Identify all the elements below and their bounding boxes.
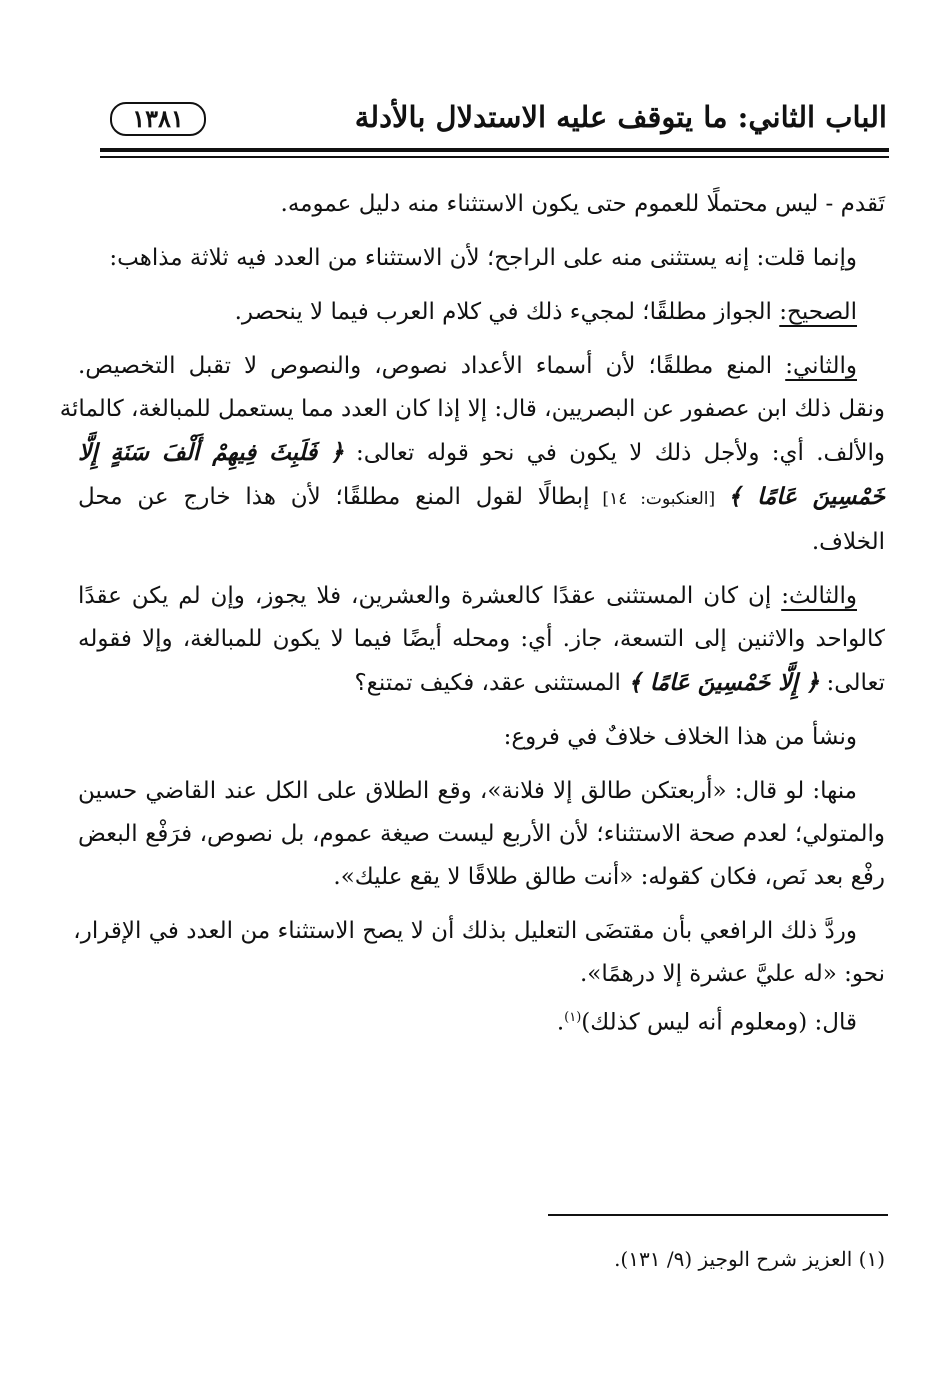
running-title: الباب الثاني: ما يتوقف عليه الاستدلال بالأدلة	[354, 100, 887, 134]
footnote-marker: (١)	[564, 1010, 582, 1025]
text-line: الصحيح: الجواز مطلقًا؛ لمجيء ذلك في كلام العرب فيما لا ينحصر.	[234, 299, 857, 325]
text-line: منها: لو قال: «أربعتكن طالق إلا فلانة»، وقع الطلاق على الكل عند القاضي حسين	[78, 778, 857, 804]
verse-reference: [العنكبوت: ١٤]	[589, 489, 728, 509]
text-line: نحو: «له عليَّ عشرة إلا درهمًا».	[579, 961, 885, 987]
text-line: رفْع بعد نَص، فكان كقوله: «أنت طالق طلاقًا لا يقع عليك».	[333, 864, 885, 890]
text-line: والمتولي؛ لعدم صحة الاستثناء؛ لأن الأربع ليست صيغة عموم، بل نصوص، فرَفْع البعض	[78, 821, 885, 847]
footnote: (١) العزيز شرح الوجيز (٩/ ١٣١).	[614, 1247, 885, 1271]
text-line: قال: (ومعلوم أنه ليس كذلك)$^{(١)}$.	[556, 1009, 857, 1036]
page-number: ١٣٨١	[110, 102, 206, 136]
text-line: والثالث: إن كان المستثنى عقدًا كالعشرة والعشرين، فلا يجوز، وإن لم يكن عقدًا	[78, 583, 857, 609]
text-line: كالواحد والاثنين إلى التسعة، جاز. أي: ومحله أيضًا فيما لا يكون للمبالغة، وإلا فقوله	[78, 626, 885, 652]
text-line: وردَّ ذلك الرافعي بأن مقتضَى التعليل بذلك أن لا يصح الاستثناء من العدد في الإقرار،	[73, 918, 857, 944]
heading-sahih: الصحيح:	[779, 299, 857, 325]
text-line: ونشأ من هذا الخلاف خلافٌ في فروع:	[503, 724, 857, 750]
text-line: ونقل ذلك ابن عصفور عن البصريين، قال: إلا إذا كان العدد مما يستعمل للمبالغة، كالمائة	[59, 396, 885, 422]
text-line: وإنما قلت: إنه يستثنى منه على الراجح؛ لأن الاستثناء من العدد فيه ثلاثة مذاهب:	[109, 245, 857, 271]
main-text	[59, 183, 885, 1045]
quran-verse: خَمْسِينَ عَامًا ﴾	[728, 483, 885, 510]
text-line: تَقدم - ليس محتملًا للعموم حتى يكون الاستثناء منه دليل عمومه.	[280, 191, 885, 217]
text-line: خَمْسِينَ عَامًا ﴾ [العنكبوت: ١٤] إبطالًا لقول المنع مطلقًا؛ لأن هذا خارج عن محل	[78, 483, 885, 510]
text-line: والثاني: المنع مطلقًا؛ لأن أسماء الأعداد نصوص، والنصوص لا تقبل التخصيص.	[78, 353, 857, 379]
footnote-separator	[548, 1214, 888, 1216]
heading-second: والثاني:	[785, 353, 857, 379]
text-line: الخلاف.	[811, 529, 885, 555]
quran-verse: ﴿ إِلَّا خَمْسِينَ عَامًا ﴾	[628, 669, 820, 696]
header-rule-thin	[100, 156, 889, 158]
page-header	[100, 96, 887, 148]
heading-third: والثالث:	[781, 583, 857, 609]
header-rule-thick	[100, 148, 889, 152]
text-line: تعالى: ﴿ إِلَّا خَمْسِينَ عَامًا ﴾ المستثنى عقد، فكيف تمتنع؟	[354, 669, 885, 696]
quran-verse: ﴿ فَلَبِثَ فِيهِمْ أَلْفَ سَنَةٍ إِلَّا	[78, 439, 344, 466]
text-line: والألف. أي: ولأجل ذلك لا يكون في نحو قوله تعالى: ﴿ فَلَبِثَ فِيهِمْ أَلْفَ سَنَةٍ إِلَّا	[78, 439, 885, 466]
